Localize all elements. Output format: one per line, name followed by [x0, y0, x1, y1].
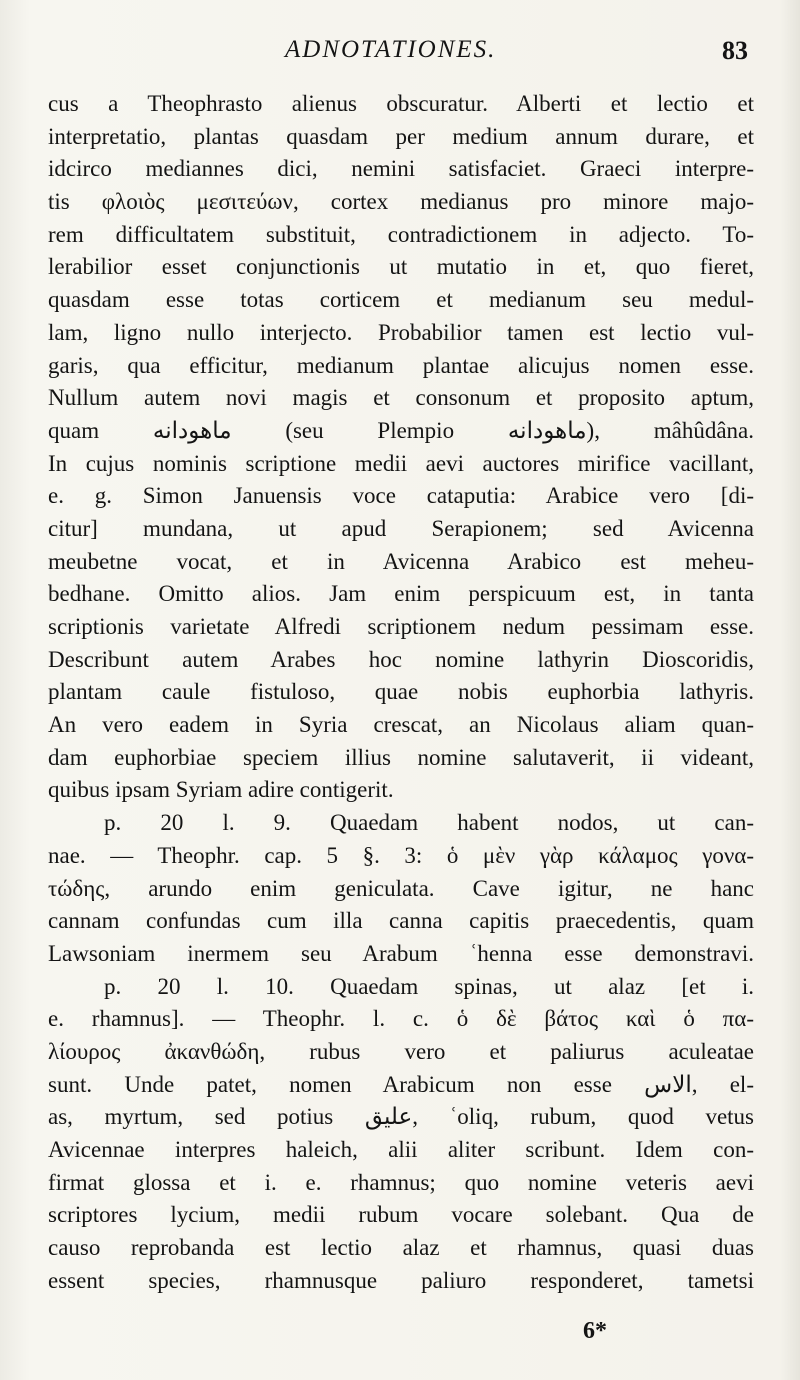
text-line: lerabilior esset conjunctionis ut mutatio in et, quo fieret,	[48, 254, 754, 280]
text-line: interpretatio, plantas quasdam per medium annum durare, et	[48, 123, 754, 149]
text-line: cus a Theophrasto alienus obscuratur. Alberti et lectio et	[48, 91, 754, 116]
note-heading-line: p. 20 l. 10. Quaedam spinas, ut alaz [et i.	[104, 973, 754, 999]
text-line: quasdam esse totas corticem et medianum seu medul-	[48, 287, 754, 313]
text-line: cannam confundas cum illa canna capitis praecedentis, quam	[48, 908, 754, 934]
body-text	[48, 88, 754, 1297]
text-line: Lawsoniam inermem seu Arabum ʿhenna esse demonstravi.	[48, 940, 754, 966]
text-line: causo reprobanda est lectio alaz et rhamnus, quasi duas	[48, 1235, 754, 1261]
text-line: firmat glossa et i. e. rhamnus; quo nomine veteris aevi	[48, 1169, 754, 1195]
text-line: sunt. Unde patet, nomen Arabicum non esse الاس, el-	[48, 1071, 754, 1097]
text-line: Avicennae interpres haleich, alii aliter scribunt. Idem con-	[48, 1137, 754, 1162]
text-line: quibus ipsam Syriam adire contigerit.	[48, 777, 394, 803]
text-line: tis φλοιὸς μεσιτεύων, cortex medianus pro minore majo-	[48, 189, 754, 215]
text-line: citur] mundana, ut apud Serapionem; sed Avicenna	[48, 515, 754, 541]
text-line: Describunt autem Arabes hoc nomine lathyrin Dioscoridis,	[48, 646, 754, 672]
text-line: dam euphorbiae speciem illius nomine salutaverit, ii videant,	[48, 744, 754, 770]
text-line: nae. — Theophr. cap. 5 §. 3: ὁ μὲν γὰρ κάλαμος γονα-	[48, 842, 754, 868]
text-line: as, myrtum, sed potius عليق, ʿoliq, rubum, quod vetus	[48, 1104, 754, 1130]
text-line: essent species, rhamnusque paliuro responderet, tametsi	[48, 1267, 754, 1293]
text-line: lam, ligno nullo interjecto. Probabilior tamen est lectio vul-	[48, 319, 754, 345]
text-line: bedhane. Omitto alios. Jam enim perspicuum est, in tanta	[48, 581, 754, 607]
text-line: e. g. Simon Januensis voce cataputia: Arabice vero [di-	[48, 483, 754, 509]
text-line: rem difficultatem substituit, contradictionem in adjecto. To-	[48, 221, 754, 247]
text-line: τώδης, arundo enim geniculata. Cave igitur, ne hanc	[48, 875, 754, 901]
text-line: plantam caule fistuloso, quae nobis euphorbia lathyris.	[48, 679, 754, 705]
text-line: idcirco mediannes dici, nemini satisfaciet. Graeci interpre-	[48, 156, 754, 182]
page-number: 83	[722, 36, 748, 65]
text-line: λίουρος ἀκανθώδη, rubus vero et paliurus aculeatae	[48, 1038, 754, 1064]
note-heading-line: p. 20 l. 9. Quaedam habent nodos, ut can-	[104, 810, 754, 836]
text-line: e. rhamnus]. — Theophr. l. c. ὁ δὲ βάτος καὶ ὁ πα-	[48, 1006, 754, 1032]
text-line: scriptionis varietate Alfredi scriptionem nedum pessimam esse.	[48, 614, 754, 639]
text-line: Nullum autem novi magis et consonum et proposito aptum,	[48, 385, 754, 411]
text-line: meubetne vocat, et in Avicenna Arabico est meheu-	[48, 548, 754, 574]
running-head	[0, 36, 800, 76]
text-line: An vero eadem in Syria crescat, an Nicolaus aliam quan-	[48, 712, 754, 738]
text-line: In cujus nominis scriptione medii aevi auctores mirifice vacillant,	[48, 450, 754, 476]
text-line: scriptores lycium, medii rubum vocare solebant. Qua de	[48, 1202, 754, 1228]
signature-mark: 6*	[583, 1318, 607, 1344]
running-title: ADNOTATIONES.	[285, 36, 497, 63]
text-line: quam ماهودانه (seu Plempio ماهودانه), mâhûdâna.	[48, 417, 754, 443]
text-line: garis, qua efficitur, medianum plantae alicujus nomen esse.	[48, 352, 754, 378]
